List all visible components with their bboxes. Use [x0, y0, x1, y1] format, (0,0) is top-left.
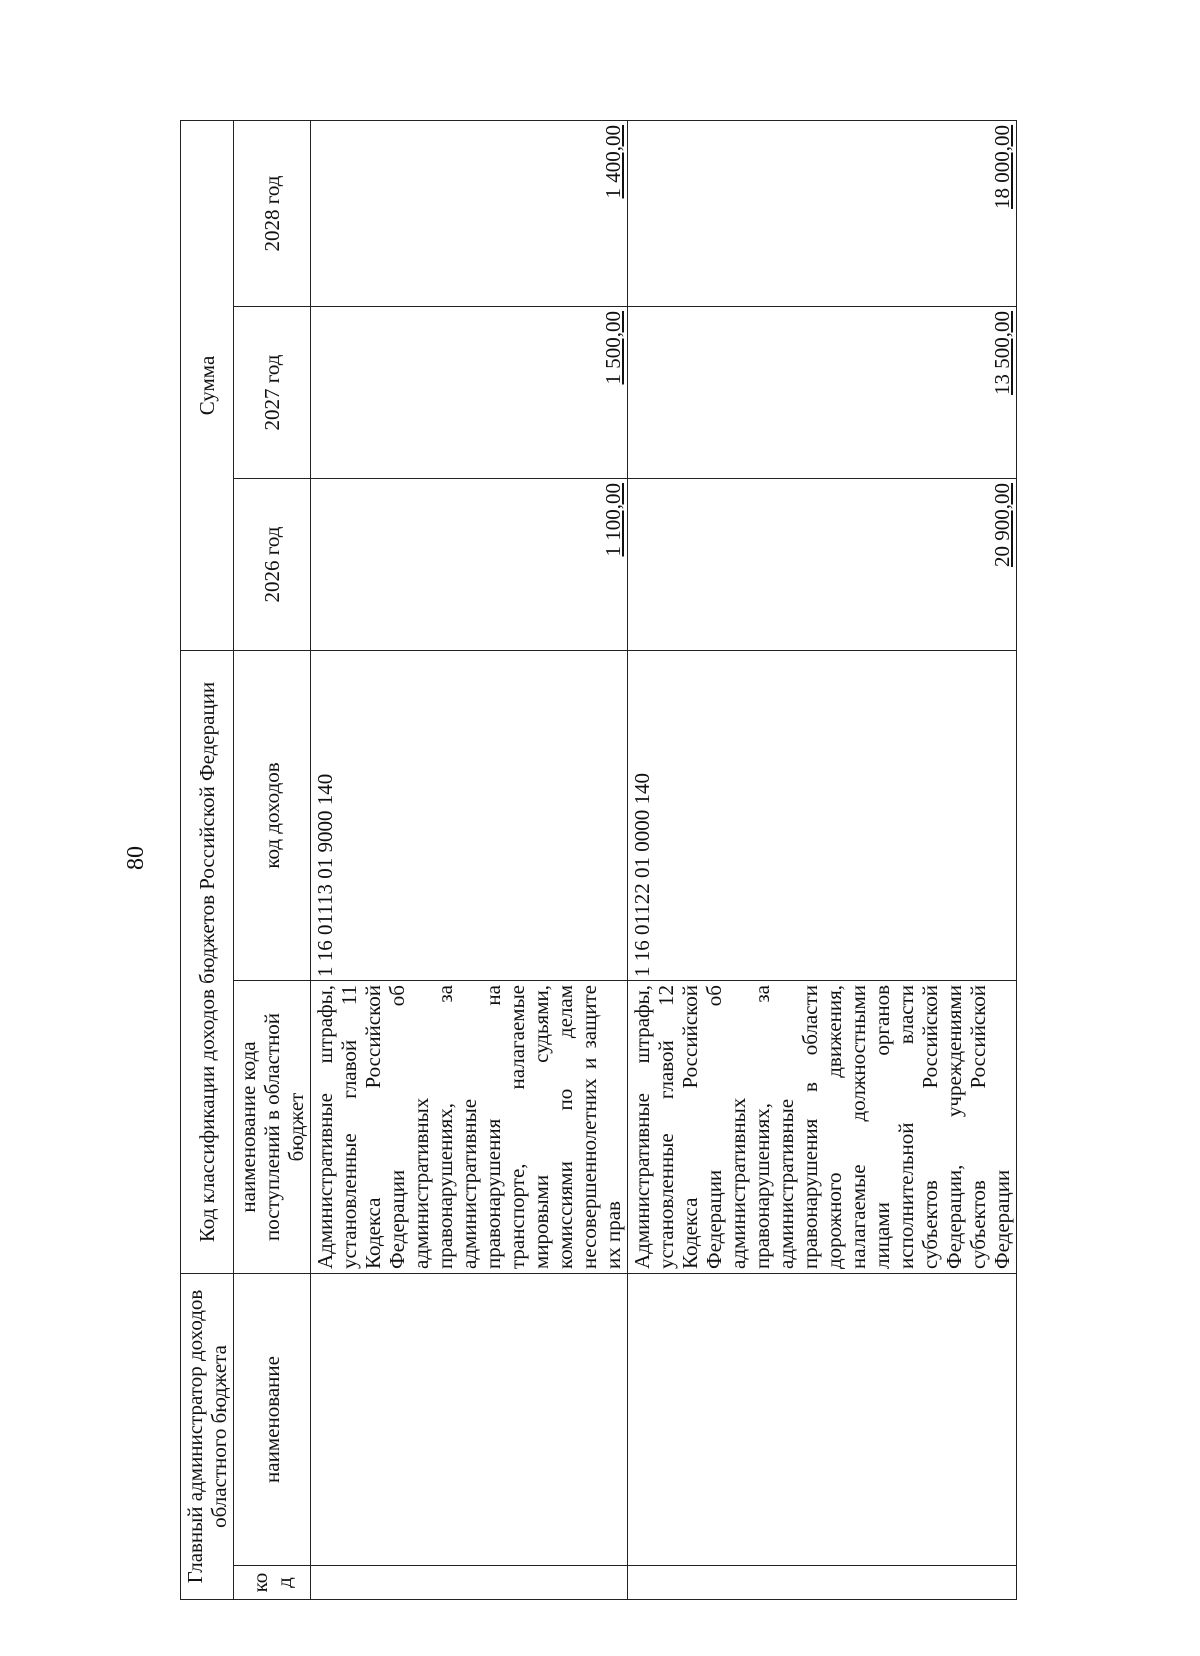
cell-2027	[628, 306, 1017, 478]
amount-2026: 20 900,00	[990, 482, 1014, 567]
cell-2027	[311, 306, 628, 478]
revenue-table	[180, 120, 1017, 1600]
header-naim-koda: наименование кода поступлений в областной бюджет	[234, 981, 311, 1274]
header-naimenovanie: наименование	[234, 1274, 311, 1566]
cell-2026	[628, 478, 1017, 650]
header-kod-dohodov: код доходов	[234, 650, 311, 980]
amount-2027: 1 500,00	[601, 310, 625, 385]
cell-kod-dohodov: 1 16 01122 01 0000 140	[628, 650, 1017, 980]
cell-naimenovanie	[311, 1274, 628, 1566]
cell-2028	[628, 120, 1017, 306]
cell-kod	[311, 1566, 628, 1600]
header-admin-group: Главный администратор доходов областного бюджета	[181, 1274, 234, 1600]
amount-2026: 1 100,00	[601, 482, 625, 557]
table-row	[311, 120, 628, 1599]
header-classification-group: Код классификации доходов бюджетов Российской Федерации	[181, 650, 234, 1273]
header-sum-group: Сумма	[181, 120, 234, 650]
cell-2028	[311, 120, 628, 306]
cell-kod-dohodov: 1 16 01113 01 9000 140	[311, 650, 628, 980]
rotated-table-container	[180, 121, 1014, 1600]
header-kod: код	[234, 1566, 311, 1600]
header-row-1	[181, 120, 234, 1599]
amount-2027: 13 500,00	[990, 310, 1014, 395]
amount-2028: 1 400,00	[601, 124, 625, 199]
header-2027: 2027 год	[234, 306, 311, 478]
cell-2026	[311, 478, 628, 650]
page-number: 80	[123, 846, 149, 870]
cell-naimenovanie	[628, 1274, 1017, 1566]
cell-naim-koda: Административные штрафы, установленные главой 11 Кодекса Российской Федерации об административных правонарушениях, за административные правонарушения на транспорте, налагаемые мировыми судьями, комиссиями по делам несовершеннолетних и защите их прав	[311, 981, 628, 1274]
cell-naim-koda: Административные штрафы, установленные главой 12 Кодекса Российской Федерации об административных правонарушениях, за административные правонарушения в области дорожного движения, налагаемые должностными лицами органов исполнительной власти субъектов Российской Федерации, учреждениями субъектов Российской Федерации	[628, 981, 1017, 1274]
cell-kod	[628, 1566, 1017, 1600]
header-2026: 2026 год	[234, 478, 311, 650]
header-2028: 2028 год	[234, 120, 311, 306]
header-row-2	[234, 120, 311, 1599]
amount-2028: 18 000,00	[990, 124, 1014, 209]
table-row	[628, 120, 1017, 1599]
